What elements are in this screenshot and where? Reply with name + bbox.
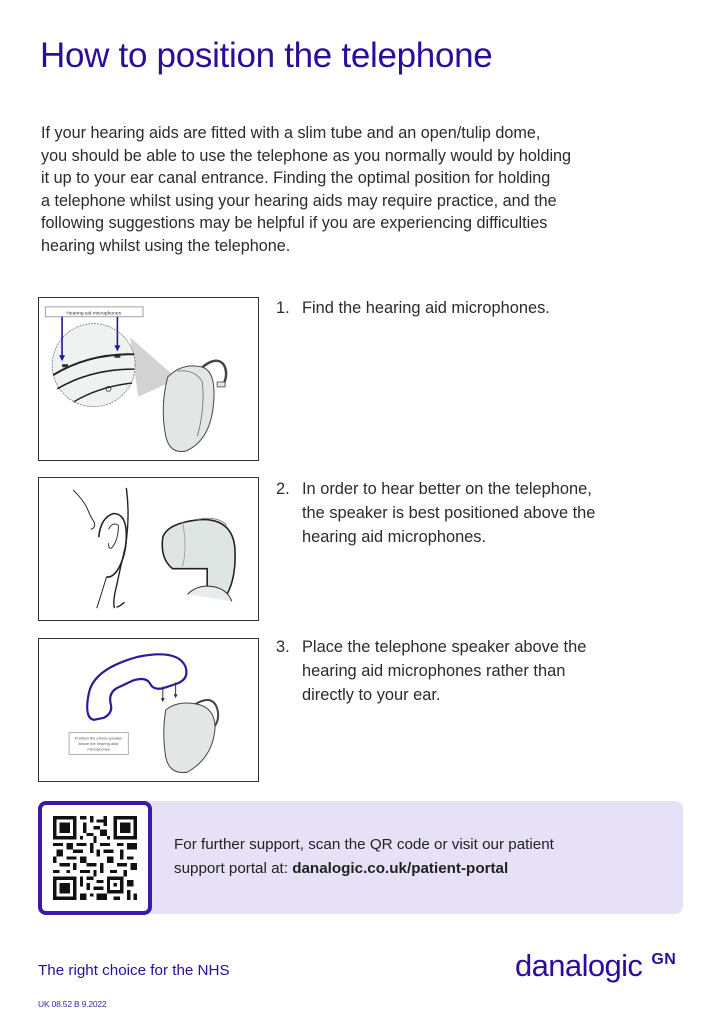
figure-label: Hearing aid microphones (66, 311, 122, 317)
step-line: the speaker is best positioned above the (302, 503, 596, 522)
hearing-aid-microphones-icon (39, 298, 258, 460)
step-1 (276, 297, 676, 321)
intro-line: following suggestions may be helpful if you are experiencing difficulties (41, 214, 548, 233)
figure-caption-line: Position the phone speaker (74, 735, 123, 741)
figure-caption-line: above the hearing aids' (78, 741, 120, 747)
gn-logo-mark: GN (651, 951, 677, 968)
danalogic-gn-logo (515, 946, 676, 986)
step-line: Find the hearing aid microphones. (302, 299, 550, 317)
support-line-1: For further support, scan the QR code or visit our patient (174, 836, 554, 853)
qr-code-frame[interactable] (38, 801, 152, 915)
intro-paragraph (41, 122, 681, 258)
footer-tagline: The right choice for the NHS (38, 962, 230, 979)
logo-wordmark: danalogic (515, 948, 643, 983)
telephone-above-hearing-aid-figure (38, 638, 259, 782)
intro-line: you should be able to use the telephone as you normally would by holding (41, 146, 572, 165)
step-line: directly to your ear. (302, 685, 441, 704)
support-line-2 (174, 857, 674, 881)
step-number: 2. (276, 480, 290, 498)
page-title: How to position the telephone (40, 36, 493, 75)
support-text (174, 833, 674, 881)
step-3 (276, 636, 676, 707)
telephone-handset-icon (39, 639, 258, 781)
document-reference: UK 08.52 B 9.2022 (38, 999, 107, 1009)
step-line: Place the telephone speaker above the (302, 638, 587, 656)
intro-line: it up to your ear canal entrance. Finding the optimal position for holding (41, 169, 551, 188)
step-number: 1. (276, 299, 290, 317)
intro-line: hearing whilst using the telephone. (41, 236, 291, 255)
step-line: hearing aid microphones rather than (302, 661, 566, 680)
intro-line: a telephone whilst using your hearing aids may require practice, and the (41, 191, 557, 210)
hearing-aid-microphones-figure (38, 297, 259, 461)
step-line: hearing aid microphones. (302, 527, 487, 546)
step-2 (276, 478, 676, 549)
figure-caption-line: microphones (87, 746, 110, 752)
patient-portal-link[interactable]: danalogic.co.uk/patient-portal (292, 860, 509, 877)
qr-code-icon[interactable] (53, 816, 137, 900)
support-line-2-prefix: support portal at: (174, 860, 293, 877)
step-number: 3. (276, 638, 290, 656)
ear-illustration-icon (39, 478, 258, 620)
ear-and-hearing-aid-figure (38, 477, 259, 621)
intro-line: If your hearing aids are fitted with a slim tube and an open/tulip dome, (41, 124, 541, 142)
step-line: In order to hear better on the telephone, (302, 480, 592, 498)
